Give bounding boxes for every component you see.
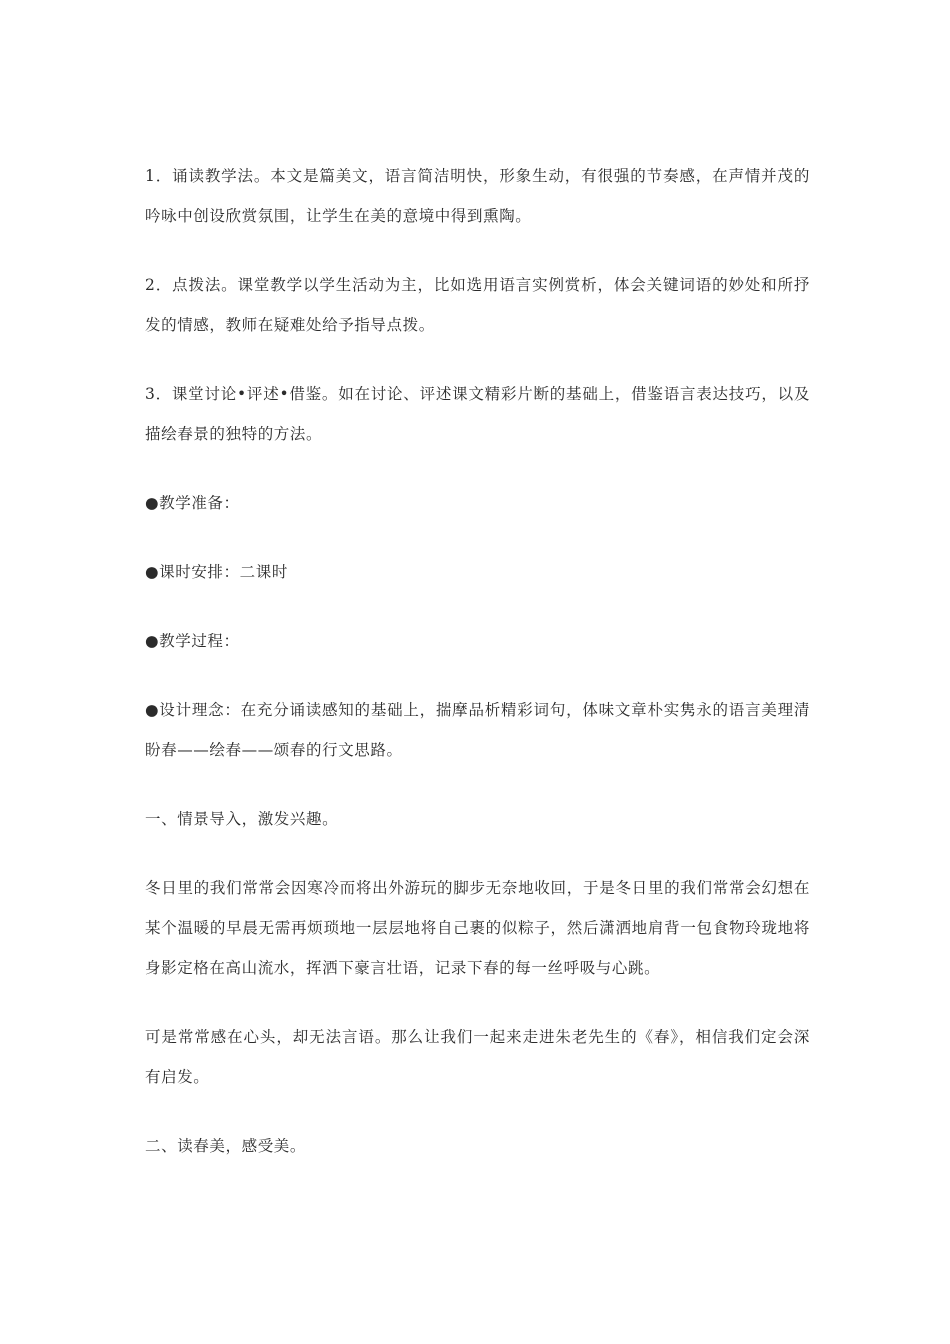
paragraph-method-guidance: 2．点拨法。课堂教学以学生活动为主，比如选用语言实例赏析，体会关键词语的妙处和所抒发的情感，教师在疑难处给予指导点拨。 [145,276,810,334]
paragraph-method-discussion: 3．课堂讨论•评述•借鉴。如在讨论、评述课文精彩片断的基础上，借鉴语言表达技巧，以及描绘春景的独特的方法。 [145,385,810,443]
paragraph-teaching-process: ●教学过程： [145,632,240,650]
section-heading-read-spring: 二、读春美，感受美。 [145,1137,307,1155]
paragraph-winter-intro: 冬日里的我们常常会因寒冷而将出外游玩的脚步无奈地收回，于是冬日里的我们常常会幻想在某个温暖的早晨无需再烦琐地一层层地将自己裹的似粽子，然后潇洒地肩背一包食物玲珑地将身影定格在高山流水，挥洒下豪言壮语，记录下春的每一丝呼吸与心跳。 [145,879,810,977]
paragraph-method-recitation: 1．诵读教学法。本文是篇美文，语言简洁明快，形象生动，有很强的节奏感，在声情并茂的吟咏中创设欣赏氛围，让学生在美的意境中得到熏陶。 [145,167,810,225]
paragraph-teaching-preparation: ●教学准备： [145,494,240,512]
paragraph-design-concept: ●设计理念：在充分诵读感知的基础上，揣摩品析精彩词句，体味文章朴实隽永的语言美理清盼春——绘春——颂春的行文思路。 [145,701,810,759]
document-body [145,156,810,1195]
paragraph-class-schedule: ●课时安排：二课时 [145,563,288,581]
section-heading-introduction: 一、情景导入，激发兴趣。 [145,810,339,828]
paragraph-transition: 可是常常感在心头，却无法言语。那么让我们一起来走进朱老先生的《春》，相信我们定会深有启发。 [145,1028,810,1086]
